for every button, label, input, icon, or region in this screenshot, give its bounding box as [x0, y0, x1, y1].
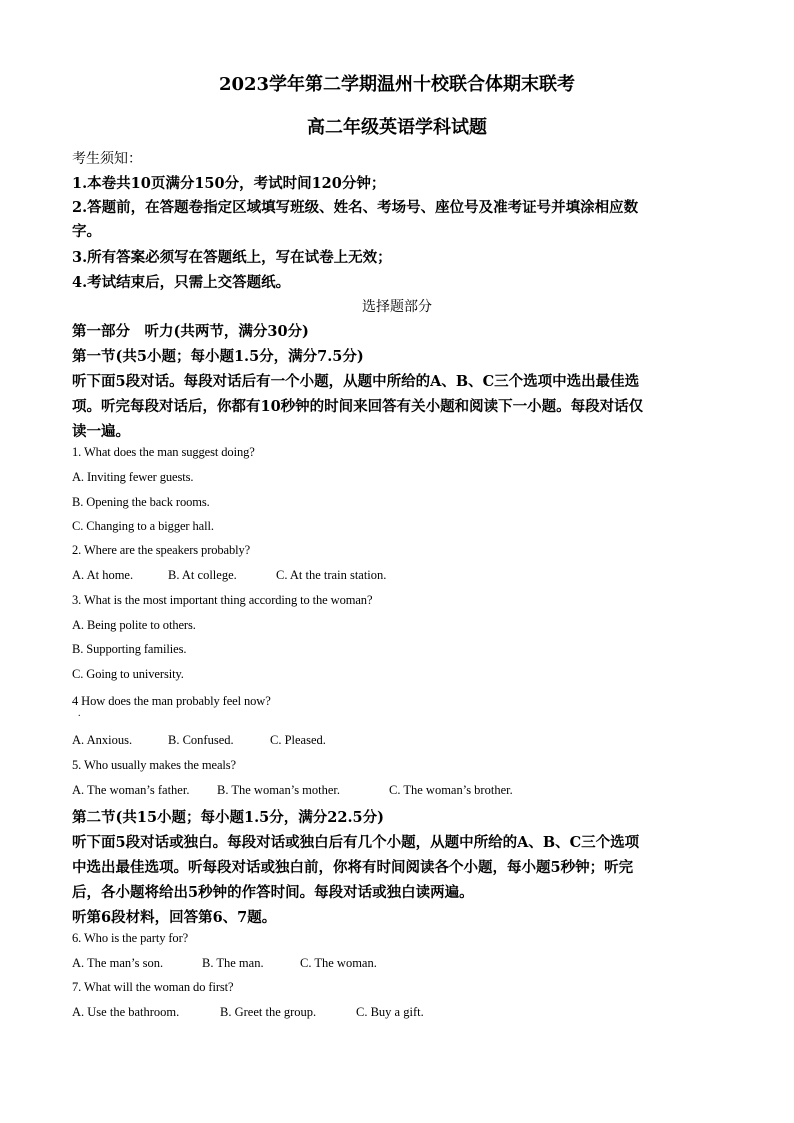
- q6-option-b: B. The man.: [202, 956, 264, 970]
- q7-option-a: A. Use the bathroom.: [72, 1005, 180, 1019]
- q1-option-c: C. Changing to a bigger hall.: [72, 519, 214, 533]
- q5-option-a: A. The woman’s father.: [72, 783, 190, 797]
- notice-heading: 考生须知：: [72, 151, 142, 167]
- q4-mark: .: [78, 708, 81, 719]
- q2-stem: 2. Where are the speakers probably?: [72, 543, 251, 557]
- notice-item-1: 1.本卷共10页满分150分，考试时间120分钟；: [72, 175, 386, 192]
- q1-option-b: B. Opening the back rooms.: [72, 495, 210, 509]
- q7-option-c: C. Buy a gift.: [356, 1005, 424, 1019]
- q2-option-a: A. At home.: [72, 568, 134, 582]
- exam-subtitle: 高二年级英语学科试题: [307, 117, 487, 138]
- q4-stem: 4 How does the man probably feel now?: [72, 694, 271, 708]
- sec2-instructions-3: 后，各小题将给出5秒钟的作答时间。每段对话或独白读两遍。: [72, 884, 474, 901]
- sec2-heading: 第二节(共15小题；每小题1.5分，满分22.5分): [72, 809, 384, 826]
- sec2-instructions-2: 中选出最佳选项。听每段对话或独白前，你将有时间阅读各个小题，每小题5秒钟；听完: [72, 859, 634, 876]
- notice-item-2-cont: 字。: [72, 223, 101, 240]
- part1-heading: 第一部分 听力(共两节，满分30分): [72, 323, 309, 340]
- sec1-instructions-1: 听下面5段对话。每段对话后有一个小题，从题中所给的A、B、C三个选项中选出最佳选: [72, 373, 640, 390]
- sec1-heading: 第一节(共5小题；每小题1.5分，满分7.5分): [72, 348, 364, 365]
- q6-option-c: C. The woman.: [300, 956, 377, 970]
- q3-stem: 3. What is the most important thing according to the woman?: [72, 593, 373, 607]
- q3-option-b: B. Supporting families.: [72, 642, 187, 656]
- notice-item-4: 4.考试结束后，只需上交答题纸。: [72, 274, 291, 291]
- q5-option-b: B. The woman’s mother.: [217, 783, 341, 797]
- q5-option-c: C. The woman’s brother.: [389, 783, 513, 797]
- q2-option-b: B. At college.: [168, 568, 237, 582]
- q4-option-a: A. Anxious.: [72, 733, 133, 747]
- q1-option-a: A. Inviting fewer guests.: [72, 470, 194, 484]
- section-label: 选择题部分: [362, 299, 432, 315]
- notice-item-3: 3.所有答案必须写在答题纸上，写在试卷上无效；: [72, 249, 392, 266]
- q3-option-c: C. Going to university.: [72, 667, 184, 681]
- sec2-material-6: 听第6段材料，回答第6、7题。: [72, 909, 277, 926]
- q4-option-c: C. Pleased.: [270, 733, 326, 747]
- sec1-instructions-2: 项。听完每段对话后，你都有10秒钟的时间来回答有关小题和阅读下一小题。每段对话仅: [72, 398, 644, 415]
- q5-stem: 5. Who usually makes the meals?: [72, 758, 236, 772]
- q7-option-b: B. Greet the group.: [220, 1005, 317, 1019]
- sec2-instructions-1: 听下面5段对话或独白。每段对话或独白后有几个小题，从题中所给的A、B、C三个选项: [72, 834, 640, 851]
- q7-stem: 7. What will the woman do first?: [72, 980, 234, 994]
- q6-stem: 6. Who is the party for?: [72, 931, 189, 945]
- exam-title: 2023学年第二学期温州十校联合体期末联考: [218, 74, 576, 95]
- q2-option-c: C. At the train station.: [276, 568, 387, 582]
- q4-option-b: B. Confused.: [168, 733, 234, 747]
- q3-option-a: A. Being polite to others.: [72, 618, 196, 632]
- notice-item-2: 2.答题前，在答题卷指定区域填写班级、姓名、考场号、座位号及准考证号并填涂相应数: [72, 199, 639, 216]
- q1-stem: 1. What does the man suggest doing?: [72, 445, 255, 459]
- sec1-instructions-3: 读一遍。: [72, 423, 130, 440]
- q6-option-a: A. The man’s son.: [72, 956, 164, 970]
